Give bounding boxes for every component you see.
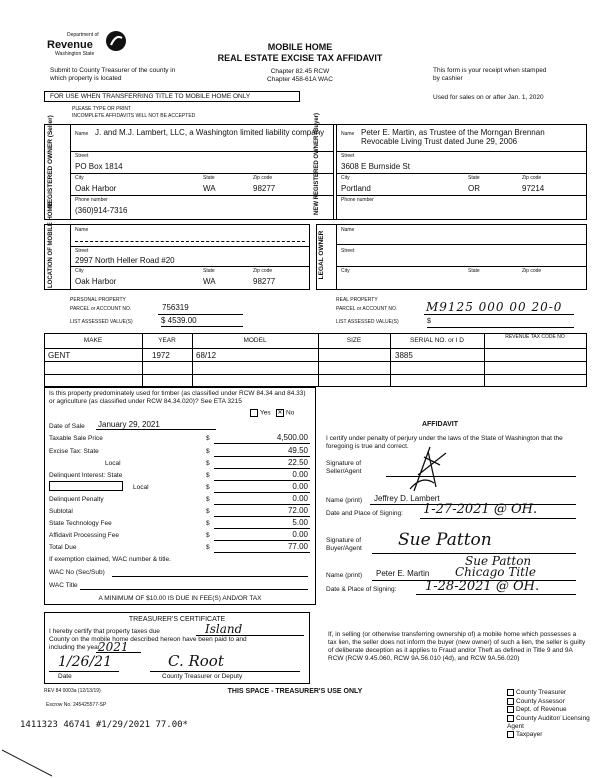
pp-value: 756319 bbox=[162, 303, 189, 312]
tax-row-value: 49.50 bbox=[287, 446, 308, 455]
seller-zip-label: Zip code bbox=[253, 175, 273, 181]
dor-logo bbox=[45, 30, 135, 62]
tax-row-dollar: $ bbox=[206, 460, 210, 467]
treasurer-year: 2021 bbox=[98, 640, 129, 654]
seller-signature bbox=[400, 445, 455, 495]
treasurer-use-only: THIS SPACE - TREASURER'S USE ONLY bbox=[227, 688, 363, 695]
treasurer-text-1: I hereby certify that property taxes due bbox=[49, 628, 160, 635]
registered-owner-seller-label: REGISTERED OWNER (Seller) bbox=[47, 115, 54, 208]
yes-checkbox[interactable] bbox=[250, 409, 258, 417]
dist-item: County Assessor bbox=[507, 698, 597, 706]
receipt-note: This form is your receipt when stamped by cashier bbox=[433, 67, 547, 82]
tax-row-dollar: $ bbox=[206, 520, 210, 527]
minimum-note: A MINIMUM OF $10.00 IS DUE IN FEE(S) AND/OR TAX bbox=[98, 595, 262, 602]
exemption-label: If exemption claimed, WAC number & title. bbox=[49, 556, 171, 563]
treasurer-date-label: Date bbox=[58, 673, 72, 680]
used-for-text: Used for sales on or after Jan. 1, 2020 bbox=[433, 94, 544, 101]
tax-row-dollar: $ bbox=[206, 532, 210, 539]
dept-line3: Washington State bbox=[55, 51, 95, 57]
buyer-street-label: Street bbox=[341, 153, 355, 159]
seller-date-label: Date and Place of Signing: bbox=[326, 510, 403, 517]
tax-row-value: 0.00 bbox=[292, 482, 308, 491]
buyer-date-place: 1-28-2021 @ OH. bbox=[425, 579, 540, 594]
tax-row-dollar: $ bbox=[206, 544, 210, 551]
location-city: Oak Harbor bbox=[75, 277, 117, 286]
tax-row-dollar: $ bbox=[206, 484, 210, 491]
timber-question: Is this property predominately used for timber (as classified under RCW 84.34 and 84.33) or agriculture (as classified under RCW 84.34.020)? See ETA 3215 bbox=[49, 390, 306, 405]
pp-label-2: PARCEL or ACCOUNT NO. bbox=[70, 306, 132, 312]
dist-checkbox[interactable] bbox=[507, 715, 514, 722]
pp-label-1: PERSONAL PROPERTY bbox=[70, 297, 126, 303]
tax-row-value: 4,500.00 bbox=[276, 433, 308, 442]
tax-row-value: 5.00 bbox=[292, 518, 308, 527]
legal-street-label: Street bbox=[341, 248, 355, 254]
seller-city-label: City bbox=[75, 175, 84, 181]
seller-city: Oak Harbor bbox=[75, 184, 117, 193]
legal-city-label: City bbox=[341, 268, 350, 274]
timber-no: ✕ No bbox=[277, 409, 295, 417]
seller-name-print: Jeffrey D. Lambert bbox=[374, 494, 440, 503]
corner-scan-mark bbox=[0, 748, 60, 778]
escrow-no: Escrow No. 245425577-SP bbox=[46, 702, 107, 708]
tax-row-label: Total Due bbox=[49, 544, 77, 551]
treasurer-date: 1/26/21 bbox=[58, 654, 112, 670]
wac-title-label: WAC Title bbox=[49, 582, 78, 589]
dept-line1: Department of bbox=[67, 32, 99, 38]
tax-row-label: Taxable Sale Price bbox=[49, 435, 103, 442]
td-serial: 3885 bbox=[395, 351, 413, 360]
rp-assessed-label: LIST ASSESSED VALUE(S) bbox=[336, 319, 399, 325]
location-street-label: Street bbox=[75, 248, 89, 254]
tax-row-label: State Technology Fee bbox=[49, 520, 112, 527]
rp-value: M9125 000 00 20-0 bbox=[426, 300, 563, 314]
buyer-name-label: Name bbox=[341, 131, 355, 137]
location-state: WA bbox=[203, 277, 216, 286]
buyer-zip-label: Zip code bbox=[522, 175, 542, 181]
form-title-2: REAL ESTATE EXCISE TAX AFFIDAVIT bbox=[217, 53, 383, 63]
tax-row-value: 0.00 bbox=[292, 530, 308, 539]
dept-line2: Revenue bbox=[47, 39, 93, 51]
buyer-phone-label: Phone number bbox=[341, 197, 374, 203]
location-name-label: Name bbox=[75, 227, 89, 233]
date-of-sale-label: Date of Sale bbox=[49, 423, 85, 430]
legal-name-label: Name bbox=[341, 227, 355, 233]
location-street: 2997 North Heller Road #20 bbox=[75, 256, 175, 265]
seller-street: PO Box 1814 bbox=[75, 162, 123, 171]
seller-state-label: State bbox=[203, 175, 215, 181]
legal-owner-label: LEGAL OWNER bbox=[318, 230, 325, 280]
buyer-street: 3608 E Burnside St bbox=[341, 162, 410, 171]
treasurer-text-2: County on the mobile home described hereon have been paid to and including the year bbox=[49, 636, 247, 651]
seller-phone: (360)914-7316 bbox=[75, 206, 128, 215]
legal-state-label: State bbox=[468, 268, 480, 274]
buyer-name-print: Peter E. Martin bbox=[376, 569, 430, 578]
tax-row-label: Delinquent Penalty bbox=[49, 496, 104, 503]
buyer-print-note: Chicago Title bbox=[455, 565, 536, 579]
chapter-rcw: Chapter 82.45 RCW bbox=[270, 68, 330, 75]
td-year: 1972 bbox=[152, 351, 170, 360]
dist-item: Dept. of Revenue bbox=[507, 706, 597, 714]
buyer-sig-label: Signature of Buyer/Agent bbox=[326, 537, 362, 552]
rp-label-2: PARCEL or ACCOUNT NO. bbox=[336, 306, 398, 312]
th-size: SIZE bbox=[346, 337, 362, 344]
tax-row-label: Excise Tax: State bbox=[49, 448, 99, 455]
tax-row-label: Subtotal bbox=[49, 508, 73, 515]
tax-row-label: Affidavit Processing Fee bbox=[49, 532, 119, 539]
location-state-label: State bbox=[203, 268, 215, 274]
treasurer-signature: C. Root bbox=[168, 652, 224, 670]
treasurer-county: Island bbox=[205, 622, 243, 636]
form-title-1: MOBILE HOME bbox=[267, 42, 333, 52]
buyer-city: Portland bbox=[341, 184, 371, 193]
td-make: GENT bbox=[48, 351, 71, 360]
dist-item: County Auditor/ Licensing Agent bbox=[507, 715, 590, 730]
tax-row-value: 22.50 bbox=[287, 458, 308, 467]
receipt-stamp: 1411323 46741 #1/29/2021 77.00* bbox=[20, 720, 188, 730]
distribution-list bbox=[507, 689, 597, 739]
for-use-text: FOR USE WHEN TRANSFERRING TITLE TO MOBILE HOME ONLY bbox=[50, 93, 251, 100]
buyer-zip: 97214 bbox=[522, 184, 545, 193]
tax-row-label: Local bbox=[133, 484, 149, 491]
no-checkbox[interactable]: ✕ bbox=[277, 410, 283, 416]
tax-row-value: 77.00 bbox=[287, 542, 308, 551]
location-label: LOCATION OF MOBILE HOME bbox=[48, 202, 54, 288]
incomplete-note: INCOMPLETE AFFIDAVITS WILL NOT BE ACCEPTED bbox=[72, 113, 196, 119]
delinquent-local-box bbox=[49, 481, 123, 491]
buyer-date-label: Date & Place of Signing: bbox=[326, 586, 397, 593]
affidavit-certify: I certify under penalty of perjury under the laws of the State of Washington that the foregoing is true and correct. bbox=[326, 435, 563, 450]
pp-assessed-label: LIST ASSESSED VALUE(S) bbox=[70, 319, 133, 325]
buyer-city-label: City bbox=[341, 175, 350, 181]
seller-sig-label: Signature of Seller/Agent bbox=[326, 460, 362, 475]
seller-name-label: Name bbox=[75, 131, 89, 137]
submit-text: Submit to County Treasurer of the county in which property is located bbox=[50, 67, 176, 82]
th-make: MAKE bbox=[83, 337, 103, 344]
location-zip: 98277 bbox=[253, 277, 276, 286]
dist-checkbox[interactable] bbox=[507, 698, 514, 705]
buyer-agent-note: Sue Patton bbox=[465, 554, 532, 568]
seller-name: J. and M.J. Lambert, LLC, a Washington limited liability company bbox=[95, 128, 325, 137]
tax-row-value: 0.00 bbox=[292, 494, 308, 503]
wac-no-label: WAC No (Sec/Sub) bbox=[49, 569, 105, 576]
tax-row-dollar: $ bbox=[206, 472, 210, 479]
treasurer-sig-label: County Treasurer or Deputy bbox=[162, 673, 243, 680]
th-year: YEAR bbox=[158, 337, 176, 344]
seller-phone-label: Phone number bbox=[75, 197, 108, 203]
legal-owner-block bbox=[316, 224, 587, 290]
tax-lien-notice: If, in selling (or otherwise transferring ownership of) a mobile home which possesses a tax lien, the seller does not inform the buyer (new owner) of such a lien, the seller is guilty of deliberate deception as it applies to Fraud and/or Theft as defined in Title 9 and 9A RCW (RCW 9.45.060, RCW 9A.56.010 (4d), and RCW 9A.56.020) bbox=[328, 631, 586, 662]
tax-row-value: 0.00 bbox=[292, 470, 308, 479]
th-serial: SERIAL NO. or I D bbox=[410, 337, 464, 344]
buyer-signature: Sue Patton bbox=[398, 530, 492, 550]
treasurer-heading: TREASURER'S CERTIFICATE bbox=[128, 616, 226, 623]
form-rev: REV 84 0003a (12/13/19) bbox=[44, 688, 101, 694]
dist-item: County Treasurer bbox=[507, 689, 597, 697]
timber-yes: Yes bbox=[250, 409, 271, 417]
revenue-logo-icon bbox=[105, 30, 127, 52]
tax-row-dollar: $ bbox=[206, 448, 210, 455]
seller-name-print-label: Name (print) bbox=[326, 497, 363, 504]
seller-state: WA bbox=[203, 184, 216, 193]
buyer-state: OR bbox=[468, 184, 480, 193]
location-zip-label: Zip code bbox=[253, 268, 273, 274]
dist-item: Taxpayer bbox=[507, 731, 597, 739]
th-model: MODEL bbox=[243, 337, 267, 344]
seller-street-label: Street bbox=[75, 153, 89, 159]
td-model: 68/12 bbox=[196, 351, 217, 360]
date-of-sale: January 29, 2021 bbox=[98, 420, 160, 429]
tax-row-dollar: $ bbox=[206, 435, 210, 442]
new-owner-buyer-label: NEW REGISTERED OWNER (Buyer) bbox=[314, 112, 320, 215]
seller-zip: 98277 bbox=[253, 184, 276, 193]
affidavit-heading: AFFIDAVIT bbox=[421, 421, 459, 428]
dist-checkbox[interactable] bbox=[507, 731, 514, 738]
seller-date-place: 1-27-2021 @ OH. bbox=[423, 502, 538, 517]
chapter-wac: Chapter 458-61A WAC bbox=[267, 76, 333, 83]
th-revenue-code: REVENUE TAX CODE NO bbox=[505, 334, 565, 340]
tax-row-label: Local bbox=[105, 460, 121, 467]
please-type: PLEASE TYPE OR PRINT bbox=[72, 106, 132, 112]
tax-row-value: 72.00 bbox=[287, 506, 308, 515]
dist-checkbox[interactable] bbox=[507, 706, 514, 713]
buyer-name: Peter E. Martin, as Trustee of the Morngan Brennan Revocable Living Trust dated June 29, 2006 bbox=[361, 128, 545, 146]
legal-zip-label: Zip code bbox=[522, 268, 542, 274]
buyer-state-label: State bbox=[468, 175, 480, 181]
rp-assessed: $ bbox=[427, 318, 431, 325]
dist-checkbox[interactable] bbox=[507, 689, 514, 696]
pp-assessed: $ 4539.00 bbox=[161, 316, 197, 325]
tax-row-dollar: $ bbox=[206, 496, 210, 503]
tax-row-label: Delinquent Interest: State bbox=[49, 472, 123, 479]
rp-label-1: REAL PROPERTY bbox=[336, 297, 378, 303]
location-city-label: City bbox=[75, 268, 84, 274]
buyer-name-print-label: Name (print) bbox=[326, 572, 363, 579]
tax-row-dollar: $ bbox=[206, 508, 210, 515]
